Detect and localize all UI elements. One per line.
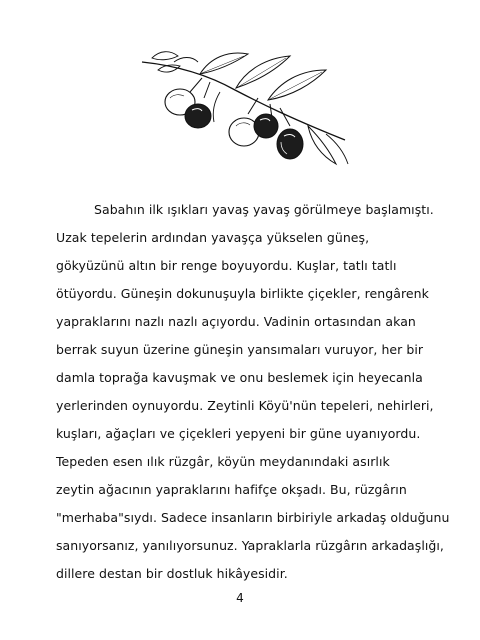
paragraph-line: yerlerinden oynuyordu. Zeytinli Köyü'nün tepeleri, nehirleri, (56, 398, 434, 413)
paragraph-line: dillere destan bir dostluk hikâyesidir. (56, 566, 288, 581)
paragraph-line: yapraklarını nazlı nazlı açıyordu. Vadinin ortasından akan (56, 314, 416, 329)
story-paragraph (56, 196, 450, 588)
paragraph-line: zeytin ağacının yapraklarını hafifçe okşadı. Bu, rüzgârın (56, 482, 407, 497)
paragraph-line: berrak suyun üzerine güneşin yansımaları vuruyor, her bir (56, 342, 424, 357)
paragraph-line: "merhaba"sıydı. Sadece insanların birbiriyle arkadaş olduğunu (56, 510, 450, 525)
page-number: 4 (236, 591, 244, 605)
paragraph-line: kuşları, ağaçları ve çiçekleri yepyeni bir güne uyanıyordu. (56, 426, 421, 441)
paragraph-line: Uzak tepelerin ardından yavaşça yükselen güneş, (56, 230, 370, 245)
paragraph-line: sanıyorsanız, yanılıyorsunuz. Yapraklarla rüzgârın arkadaşlığı, (56, 538, 444, 553)
paragraph-line: gökyüzünü altın bir renge boyuyordu. Kuşlar, tatlı tatlı (56, 258, 397, 273)
paragraph-line: ötüyordu. Güneşin dokunuşuyla birlikte çiçekler, rengârenk (56, 286, 429, 301)
paragraph-line: damla toprağa kavuşmak ve onu beslemek için heyecanla (56, 370, 423, 385)
paragraph-line: Sabahın ilk ışıkları yavaş yavaş görülmeye başlamıştı. (94, 202, 434, 217)
paragraph-line: Tepeden esen ılık rüzgâr, köyün meydanındaki asırlık (56, 454, 390, 469)
olive-branch-icon (140, 40, 350, 170)
